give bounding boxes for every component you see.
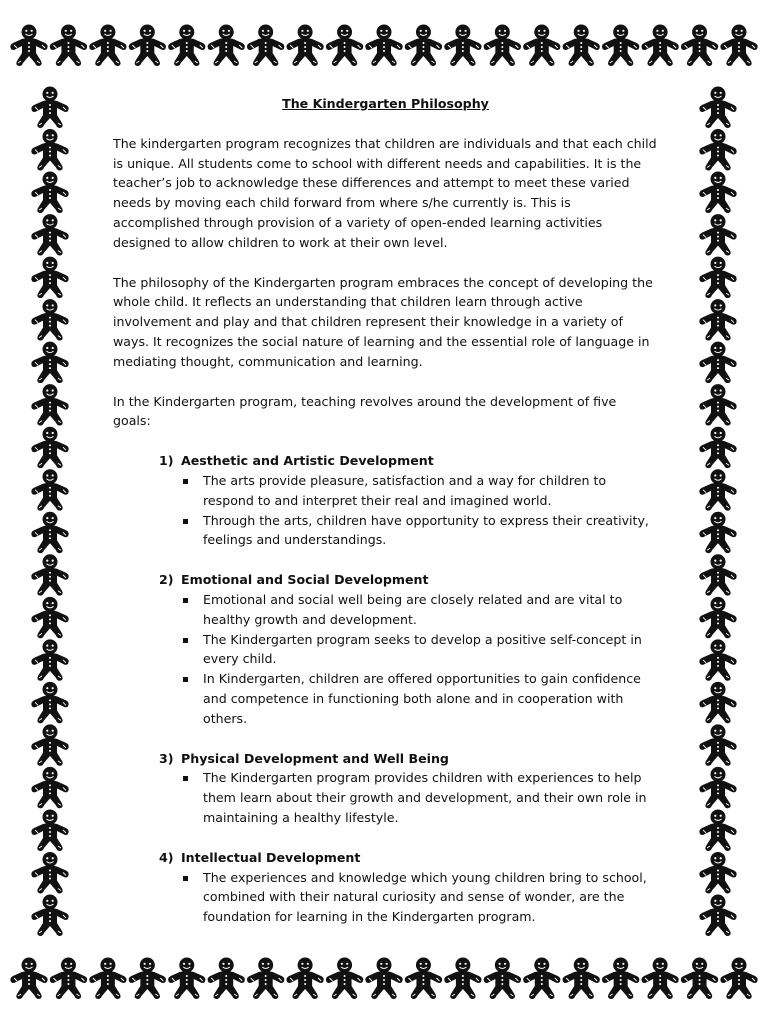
gingerbread-man-icon xyxy=(720,958,757,1000)
gingerbread-man-icon xyxy=(50,958,87,1000)
gingerbread-man-icon xyxy=(31,299,68,341)
bullet-item: Through the arts, children have opportunity to express their creativity, feelings and understandings. xyxy=(113,511,658,551)
bullet-item: The Kindergarten program provides children with experiences to help them learn about their growth and development, and their own role in maintaining a healthy lifestyle. xyxy=(113,768,658,827)
gingerbread-man-icon xyxy=(699,257,736,299)
gingerbread-man-icon xyxy=(681,25,718,67)
gingerbread-man-icon xyxy=(602,958,639,1000)
gingerbread-man-icon xyxy=(699,767,736,809)
border-bottom-row xyxy=(10,958,757,1000)
gingerbread-man-icon xyxy=(247,25,284,67)
gingerbread-man-icon xyxy=(365,25,402,67)
gingerbread-man-icon xyxy=(31,682,68,724)
goal-number: 4) xyxy=(159,849,174,865)
gingerbread-man-icon xyxy=(699,384,736,426)
bullet-item: The arts provide pleasure, satisfaction and a way for children to respond to and interpret their real and imagined world. xyxy=(113,471,658,511)
goal-heading xyxy=(113,848,658,868)
gingerbread-man-icon xyxy=(31,129,68,171)
gingerbread-man-icon xyxy=(444,25,481,67)
gingerbread-man-icon xyxy=(699,682,736,724)
gingerbread-man-icon xyxy=(523,958,560,1000)
gingerbread-man-icon xyxy=(484,958,521,1000)
gingerbread-man-icon xyxy=(699,214,736,256)
philosophy-paragraph: The philosophy of the Kindergarten program embraces the concept of developing the whole child. It reflects an understanding that children learn through active involvement and play and that children represent their knowledge in a variety of ways. It recognizes the social nature of learning and the essential role of language in mediating thought, communication and learning. xyxy=(113,274,653,369)
intro-paragraph: The kindergarten program recognizes that children are individuals and that each child is unique. All students come to school with different needs and capabilities. It is the teacher’s job to acknowledge these differences and attempt to meet these varied needs by moving each child forward from where s/he currently is. This is accomplished through provision of a variety of open-ended learning activities designed to allow children to work at their own level. xyxy=(113,135,657,250)
gingerbread-man-icon xyxy=(699,512,736,554)
gingerbread-man-icon xyxy=(31,809,68,851)
gingerbread-man-icon xyxy=(641,958,678,1000)
bullet-item: The Kindergarten program seeks to develop a positive self-concept in every child. xyxy=(113,630,658,670)
goal-title: Physical Development and Well Being xyxy=(181,750,449,766)
goal-physical-wellbeing xyxy=(113,749,658,828)
gingerbread-man-icon xyxy=(286,958,323,1000)
gingerbread-man-icon xyxy=(247,958,284,1000)
goal-heading xyxy=(113,570,658,590)
gingerbread-man-icon xyxy=(31,724,68,766)
gingerbread-man-icon xyxy=(129,25,166,67)
gingerbread-man-icon xyxy=(31,639,68,681)
goal-title: Aesthetic and Artistic Development xyxy=(181,453,434,469)
goal-bullets xyxy=(113,590,658,729)
gingerbread-man-icon xyxy=(699,597,736,639)
gingerbread-man-icon xyxy=(50,25,87,67)
gingerbread-man-icon xyxy=(699,639,736,681)
gingerbread-man-icon xyxy=(31,554,68,596)
goal-heading xyxy=(113,749,658,769)
gingerbread-man-icon xyxy=(10,958,47,1000)
bullet-item: Emotional and social well being are closely related and are vital to healthy growth and development. xyxy=(113,590,658,630)
gingerbread-man-icon xyxy=(365,958,402,1000)
gingerbread-man-icon xyxy=(444,958,481,1000)
gingerbread-man-icon xyxy=(699,554,736,596)
goal-bullets xyxy=(113,868,658,927)
gingerbread-man-icon xyxy=(31,342,68,384)
bullet-item: The experiences and knowledge which young children bring to school, combined with their natural curiosity and sense of wonder, are the foundation for learning in the Kindergarten program. xyxy=(113,868,658,927)
goal-emotional-social xyxy=(113,570,658,728)
gingerbread-man-icon xyxy=(720,25,757,67)
goal-number: 2) xyxy=(159,572,174,588)
gingerbread-man-icon xyxy=(699,342,736,384)
gingerbread-man-icon xyxy=(699,427,736,469)
gingerbread-man-icon xyxy=(168,25,205,67)
border-right-column xyxy=(699,87,736,937)
page-title: The Kindergarten Philosophy xyxy=(282,96,489,111)
gingerbread-man-icon xyxy=(405,25,442,67)
gingerbread-man-icon xyxy=(10,25,47,67)
gingerbread-man-icon xyxy=(681,958,718,1000)
goal-aesthetic-artistic xyxy=(113,451,658,550)
gingerbread-man-icon xyxy=(326,25,363,67)
gingerbread-man-icon xyxy=(208,958,245,1000)
gingerbread-man-icon xyxy=(31,87,68,129)
gingerbread-man-icon xyxy=(31,597,68,639)
goals-intro-paragraph: In the Kindergarten program, teaching revolves around the development of five goals: xyxy=(113,393,617,429)
goal-title: Emotional and Social Development xyxy=(181,572,429,588)
gingerbread-man-icon xyxy=(699,299,736,341)
bullet-item: In Kindergarten, children are offered opportunities to gain confidence and competence in functioning both alone and in cooperation with others. xyxy=(113,669,658,728)
border-left-column xyxy=(31,87,68,937)
gingerbread-man-icon xyxy=(31,895,68,937)
gingerbread-man-icon xyxy=(699,852,736,894)
gingerbread-man-icon xyxy=(31,172,68,214)
goal-bullets xyxy=(113,768,658,827)
gingerbread-man-icon xyxy=(641,25,678,67)
gingerbread-man-icon xyxy=(31,767,68,809)
gingerbread-man-icon xyxy=(31,384,68,426)
document-body xyxy=(113,94,658,947)
gingerbread-man-icon xyxy=(31,427,68,469)
gingerbread-man-icon xyxy=(602,25,639,67)
gingerbread-man-icon xyxy=(563,958,600,1000)
goal-title: Intellectual Development xyxy=(181,849,361,865)
gingerbread-man-icon xyxy=(31,512,68,554)
gingerbread-man-icon xyxy=(699,129,736,171)
goal-number: 1) xyxy=(159,453,174,469)
goal-bullets xyxy=(113,471,658,550)
gingerbread-man-icon xyxy=(31,852,68,894)
goal-number: 3) xyxy=(159,750,174,766)
gingerbread-man-icon xyxy=(699,172,736,214)
gingerbread-man-icon xyxy=(563,25,600,67)
gingerbread-man-icon xyxy=(31,214,68,256)
gingerbread-man-icon xyxy=(286,25,323,67)
gingerbread-man-icon xyxy=(699,809,736,851)
gingerbread-man-icon xyxy=(89,958,126,1000)
gingerbread-man-icon xyxy=(129,958,166,1000)
gingerbread-man-icon xyxy=(89,25,126,67)
gingerbread-man-icon xyxy=(699,895,736,937)
border-top-row xyxy=(10,25,757,67)
gingerbread-man-icon xyxy=(699,469,736,511)
gingerbread-man-icon xyxy=(699,87,736,129)
gingerbread-man-icon xyxy=(31,469,68,511)
gingerbread-man-icon xyxy=(208,25,245,67)
goal-intellectual xyxy=(113,848,658,927)
gingerbread-man-icon xyxy=(326,958,363,1000)
gingerbread-man-icon xyxy=(484,25,521,67)
gingerbread-man-icon xyxy=(168,958,205,1000)
gingerbread-man-icon xyxy=(699,724,736,766)
goal-heading xyxy=(113,451,658,471)
gingerbread-man-icon xyxy=(405,958,442,1000)
gingerbread-man-icon xyxy=(523,25,560,67)
gingerbread-man-icon xyxy=(31,257,68,299)
